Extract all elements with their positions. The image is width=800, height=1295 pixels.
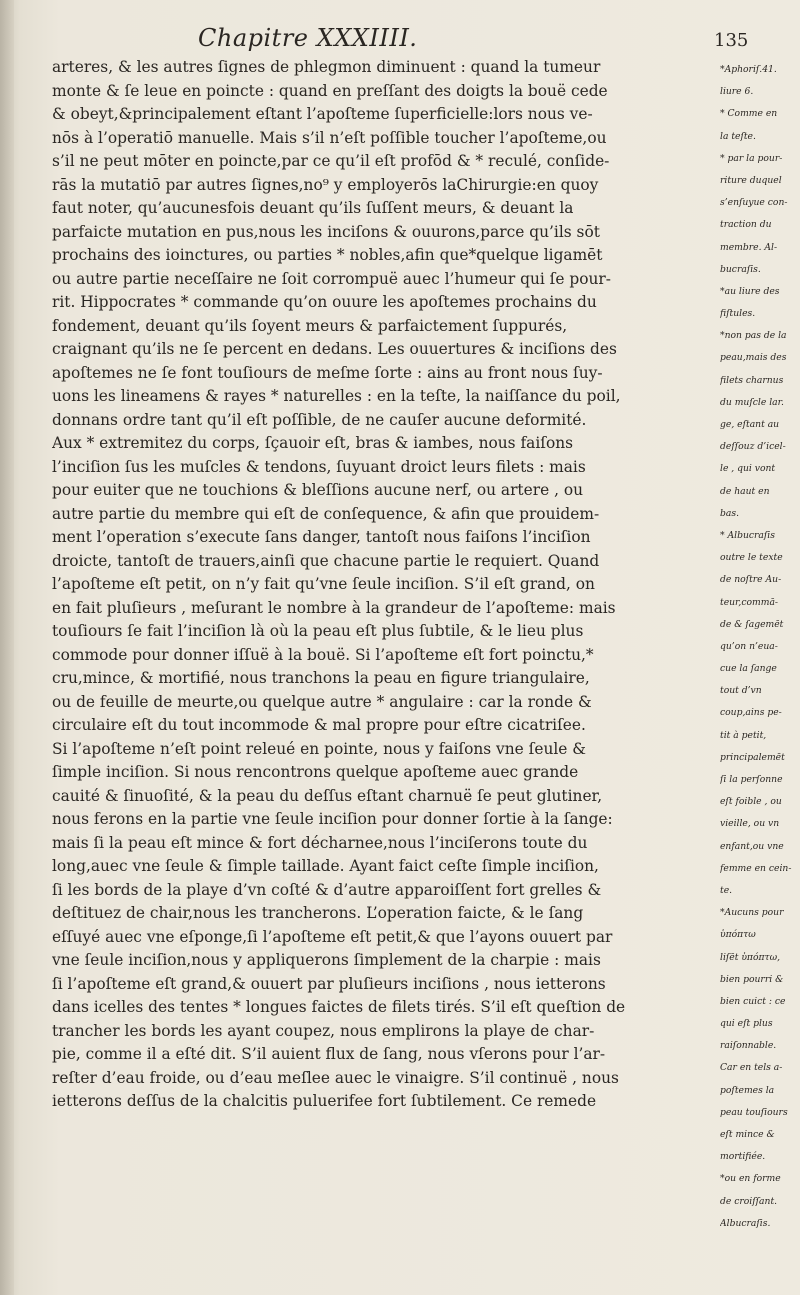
margin-note: deſſouz d’icel- [720, 441, 786, 453]
text-line: dans icelles des tentes * longues faictes de filets tirés. S’il eſt queſtion de [52, 998, 626, 1016]
margin-note: tit à petit, [720, 729, 767, 741]
text-line: uons les lineamens & rayes * naturelles : en la teſte, la naiſſance du poil, [52, 387, 621, 405]
text-line: arteres, & les autres ſignes de phlegmon diminuent : quand la tumeur [52, 58, 601, 76]
margin-note: bien cuict : ce [720, 995, 786, 1007]
text-line: trancher les bords les ayant coupez, nous emplirons la playe de char- [52, 1021, 595, 1040]
text-line: nous ferons en la partie vne ſeule inciſion pour donner ſortie à la ſange: [52, 810, 613, 828]
text-line: ou autre partie neceſſaire ne ſoit corrompuë auec l’humeur qui ſe pour- [52, 269, 611, 288]
margin-note: teur,commā- [720, 596, 779, 608]
margin-note: * Albucraſis [720, 529, 775, 541]
margin-note: coup,ains pe- [720, 707, 782, 719]
margin-note: traction du [720, 219, 772, 231]
margin-note: *Aucuns pour [720, 907, 784, 919]
margin-note: te. [720, 884, 733, 896]
margin-note: vieille, ou vn [720, 818, 780, 830]
text-line: vne ſeule inciſion,nous y appliquerons ſimplement de la charpie : mais [52, 951, 601, 969]
margin-note: * par la pour- [720, 152, 783, 164]
text-line: commode pour donner iſſuë à la bouë. Si l’apoſteme eſt fort poinctu,* [52, 645, 594, 664]
margin-note: le , qui vont [720, 463, 776, 475]
text-line: mais ſi la peau eſt mince & fort décharnee,nous l’inciſerons toute du [52, 833, 588, 852]
text-line: ſimple inciſion. Si nous rencontrons quelque apoſteme auec grande [52, 763, 579, 781]
margin-note: liure 6. [720, 86, 754, 98]
margin-note: tout d’vn [720, 685, 762, 697]
margin-note: femme en cein- [720, 862, 792, 874]
margin-note: outre le texte [720, 552, 783, 564]
margin-note: mortifiée. [720, 1151, 766, 1163]
margin-note: cue la ſange [720, 663, 777, 675]
margin-note: *Aphoriſ.41. [720, 64, 777, 75]
text-line: fondement, deuant qu’ils ſoyent meurs & parfaictement ſuppurés, [52, 316, 568, 335]
text-line: craignant qu’ils ne ſe percent en dedans. Les ouuertures & inciſions des [52, 340, 617, 358]
margin-note: peau touſiours [720, 1106, 788, 1118]
margin-note: *non pas de la [720, 330, 787, 342]
text-line: cauité & ſinuoſité, & la peau du deſſus eſtant charnuë ſe peut glutiner, [52, 786, 603, 805]
margin-note: ὑπόπτω [720, 929, 756, 941]
text-line: en fait pluſieurs , meſurant le nombre à la grandeur de l’apoſteme: mais [52, 598, 616, 617]
main-text [52, 56, 720, 1114]
text-line: ou de feuille de meurte,ou quelque autre * angulaire : car la ronde & [52, 692, 592, 711]
margin-note: de noſtre Au- [720, 574, 782, 586]
text-line: Aux * extremitez du corps, ſçauoir eſt, bras & iambes, nous faiſons [52, 434, 574, 452]
text-line: long,auec vne ſeule & ſimple taillade. Ayant faict ceſte ſimple inciſion, [52, 857, 599, 875]
text-line: nōs à l’operatiō manuelle. Mais s’il n’eſt poſſible toucher l’apoſteme,ou [52, 128, 607, 147]
margin-note: poſtemes la [720, 1084, 775, 1096]
margin-note: du muſcle lar. [720, 396, 784, 408]
margin-note: bien pourri & [720, 973, 784, 985]
margin-note: eſt mince & [720, 1129, 775, 1140]
text-line: autre partie du membre qui eſt de conſequence, & afin que prouidem- [52, 504, 600, 523]
margin-note: Albucraſis. [720, 1217, 771, 1229]
text-line: parfaicte mutation en pus,nous les inciſons & ouurons,parce qu’ils sōt [52, 222, 600, 241]
margin-note: eſt foible , ou [720, 796, 782, 808]
text-line: donnans ordre tant qu’il eſt poſſible, de ne cauſer aucune deformité. [52, 410, 587, 429]
margin-note: s’enſuyue con- [720, 197, 788, 209]
text-line: ſi les bords de la playe d’vn coſté & d’autre apparoiſſent fort grelles & [52, 880, 602, 899]
text-line: l’apoſteme eſt petit, on n’y fait qu’vne ſeule inciſion. S’il eſt grand, on [52, 575, 595, 593]
text-line: Si l’apoſteme n’eſt point releué en pointe, nous y faiſons vne ſeule & [52, 739, 586, 758]
text-line: reſter d’eau froide, ou d’eau meſlee auec le vinaigre. S’il continuë , nous [52, 1068, 619, 1087]
margin-note: bucraſis. [720, 263, 761, 275]
text-line: prochains des ioinctures, ou parties * nobles,afin que*quelque ligamēt [52, 246, 603, 264]
text-line: s’il ne peut mōter en poincte,par ce qu’il eſt profōd & * reculé, conſide- [52, 152, 610, 170]
margin-note: * Comme en [720, 108, 778, 120]
margin-note: peau,mais des [720, 352, 787, 364]
text-line: pour euiter que ne touchions & bleſſions aucune nerf, ou artere , ou [52, 481, 584, 499]
text-line: faut noter, qu’aucunesfois deuant qu’ils ſuſſent meurs, & deuant la [52, 199, 574, 217]
margin-note: la teſte. [720, 130, 756, 142]
margin-note: enfant,ou vne [720, 840, 784, 852]
margin-note: principalemēt [720, 751, 785, 763]
margin-note: raiſonnable. [720, 1040, 777, 1052]
margin-notes [720, 64, 800, 1240]
margin-note: riture duquel [720, 174, 782, 186]
text-line: l’inciſion ſus les muſcles & tendons, ſuyuant droict leurs filets : mais [52, 457, 586, 476]
margin-note: de haut en [720, 485, 770, 497]
page-gutter-shadow [0, 0, 14, 1295]
text-line: monte & ſe leue en poincte : quand en preſſant des doigts la bouë cede [52, 81, 608, 100]
text-line: rās la mutatiō par autres ſignes,no⁹ y employerōs laChirurgie:en quoy [52, 175, 599, 194]
margin-note: fiſtules. [720, 308, 756, 320]
text-line: pie, comme il a eſté dit. S’il auient flux de ſang, nous vſerons pour l’ar- [52, 1045, 606, 1063]
margin-note: *ou en forme [720, 1173, 781, 1185]
chapter-title: Chapitre XXXIIII. [198, 24, 418, 52]
margin-note: qu’on n’eua- [720, 640, 778, 652]
margin-note: membre. Al- [720, 241, 778, 253]
text-line: ietterons deſſus de la chalcitis puluerifee fort ſubtilement. Ce remede [52, 1092, 597, 1110]
margin-note: Car en tels a- [720, 1062, 783, 1074]
margin-note: ge, eſtant au [720, 419, 780, 430]
text-line: eſſuyé auec vne eſponge,ſi l’apoſteme eſt petit,& que l’ayons ouuert par [52, 927, 613, 946]
text-line: circulaire eſt du tout incommode & mal propre pour eſtre cicatriſee. [52, 716, 586, 734]
margin-note: bas. [720, 507, 739, 519]
page-number: 135 [714, 30, 749, 51]
text-line: apoſtemes ne ſe font touſiours de meſme ſorte : ains au front nous ſuy- [52, 363, 603, 382]
text-line: ſi l’apoſteme eſt grand,& ouuert par pluſieurs inciſions , nous ietterons [52, 974, 606, 993]
margin-note: ſi la perſonne [720, 774, 783, 785]
margin-note: de croiſſant. [720, 1195, 778, 1207]
text-line: cru,mince, & mortifié, nous tranchons la peau en figure triangulaire, [52, 669, 590, 687]
margin-note: *au liure des [720, 285, 780, 297]
margin-note: liſēt ὑπόπτω, [720, 951, 781, 963]
margin-note: filets charnus [720, 374, 784, 386]
text-line: touſiours ſe fait l’inciſion là où la peau eſt plus ſubtile, & le lieu plus [52, 622, 584, 640]
margin-note: de & ſagemēt [720, 618, 784, 630]
text-line: deſtituez de chair,nous les trancherons. L’operation faicte, & le ſang [52, 904, 584, 922]
margin-note: qui eſt plus [720, 1018, 773, 1030]
text-line: rit. Hippocrates * commande qu’on ouure les apoſtemes prochains du [52, 293, 597, 311]
text-line: & obeyt,&principalement eſtant l’apoſteme ſuperficielle:lors nous ve- [52, 105, 593, 123]
text-line: droicte, tantoſt de trauers,ainſi que chacune partie le requiert. Quand [52, 551, 600, 570]
text-line: ment l’operation s’execute ſans danger, tantoſt nous faiſons l’inciſion [52, 528, 591, 546]
